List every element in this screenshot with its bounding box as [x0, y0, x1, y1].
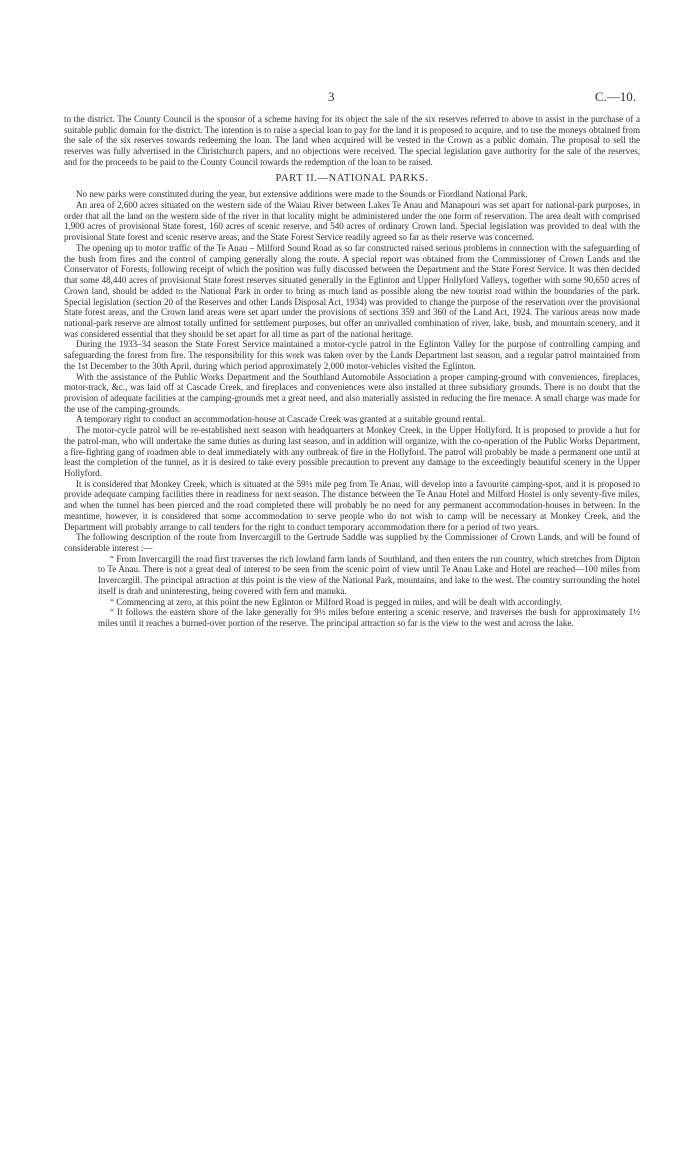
- quote-invercargill: “ From Invercargill the road first traverses the rich lowland farm lands of Southland, and then enters the run country, which stretches from Dipton to Te Anau. There is not a great deal of interest to be seen from the scenic point of view until Te Anau Lake and Hotel are reached—100 miles from Invercargill. The principal attraction at this point is the view of the National Park, mountains, and lake to the west. The country surrounding the hotel itself is drab and uninteresting, being covered with fern and manuka.: [98, 553, 640, 596]
- paragraph-new-parks: No new parks were constituted during the year, but extensive additions were made to the Sounds or Fiordland National Park.: [76, 189, 528, 200]
- paragraph-waiau-area: An area of 2,600 acres situated on the western side of the Waiau River between Lakes Te Anau and Manapouri was set apart for national-park purposes, in order that all the land on the western side of the river in that locality might be administered under the one form of reservation. The area dealt with comprised 1,900 acres of provisional State forest, 160 acres of scenic reserve, and 540 acres of ordinary Crown land. Special legislation was provided to deal with the provisional State forest and scenic reserve areas, and the State Forest Service readily agreed so far as their reserve was concerned.: [64, 200, 640, 243]
- paragraph-monkey-creek: It is considered that Monkey Creek, which is situated at the 59½ mile peg from Te Anau, will develop into a favourite camping-spot, and it is proposed to provide adequate camping facilities there in readiness for next season. The distance between the Te Anau Hotel and Milford Hostel is only seventy-five miles, and when the tunnel has been pierced and the road completed there will probably be no need for any permanent accommodation-houses in between. In the meantime, however, it is considered that some accommodation to serve people who do not wish to camp will be necessary at Monkey Creek, and the Department will probably arrange to call tenders for the right to conduct temporary accommodation there for a period of two years.: [64, 478, 640, 532]
- route-quote: [64, 554, 640, 629]
- paragraph-accommodation: A temporary right to conduct an accommodation-house at Cascade Creek was granted at a suitable ground rental.: [76, 414, 486, 425]
- quote-zero-peg: “ Commencing at zero, at this point the new Eglinton or Milford Road is pegged in miles, and will be dealt with accordingly.: [110, 596, 562, 607]
- intro-paragraph: to the district. The County Council is the sponsor of a scheme having for its object the sale of the six reserves referred to above to assist in the purchase of a suitable public domain for the district. The intention is to raise a special loan to pay for the land it is proposed to acquire, and to use the moneys obtained from the sale of the six reserves towards redeeming the loan. The land when acquired will be vested in the Crown as a public domain. The proposal to sell the reserves was fully advertised in the Christchurch papers, and no objections were received. The special legislation gave authority for the sale of the reserves, and for the proceeds to be paid to the County Council towards the redemption of the loan to be raised.: [64, 114, 640, 167]
- page-header: [64, 89, 640, 114]
- document-code: C.—10.: [594, 89, 636, 104]
- paragraph-route-description: The following description of the route from Invercargill to the Gertrude Saddle was supplied by the Commissioner of Crown Lands, and will be found of considerable interest :—: [64, 532, 640, 554]
- paragraph-milford-road: The opening up to motor traffic of the Te Anau – Milford Sound Road as so far constructed raised serious problems in connection with the safeguarding of the bush from fires and the control of camping generally along the route. A special report was obtained from the Commissioner of Crown Lands and the Conservator of Forests, following receipt of which the position was fully discussed between the Department and the State Forest Service. It was then decided that some 48,440 acres of provisional State forest reserves situated generally in the Eglinton and Upper Hollyford Valleys, together with some 90,650 acres of Crown land, should be added to the National Park in order to bring as much land as possible along the new tourist road within the boundaries of the park. Special legislation (section 20 of the Reserves and other Lands Disposal Act, 1934) was provided to change the purpose of the reservation over the provisional State forest areas, and the Crown land areas were set apart under the provisions of sections 359 and 360 of the Land Act, 1924. The various areas now made national-park reserve are almost totally unfitted for settlement purposes, but offer an unrivalled combination of river, lake, bush, and mountain scenery, and it was considered essential that they should be set apart for all time as part of the national heritage.: [64, 242, 640, 339]
- page-number: 3: [328, 89, 335, 104]
- quote-eastern-shore: “ It follows the eastern shore of the lake generally for 9½ miles before entering a scenic reserve, and traverses the bush for approximately 1½ miles until it reaches a burned-over portion of the reserve. The principal attraction so far is the view to the west and across the lake.: [98, 607, 640, 629]
- paragraph-camping-ground: With the assistance of the Public Works Department and the Southland Automobile Association a proper camping-ground with conveniences, fireplaces, motor-track, &c., was laid off at Cascade Creek, and fireplaces and conveniences were also installed at three subsidiary grounds. There is no doubt that the provision of adequate facilities at the camping-grounds met a great need, and also materially assisted in reducing the fire menace. A small charge was made for the use of the camping-grounds.: [64, 371, 640, 414]
- section-heading: PART II.—NATIONAL PARKS.: [275, 172, 429, 184]
- document-page: [64, 89, 640, 629]
- paragraph-patrol-next-season: The motor-cycle patrol will be re-established next season with headquarters at Monkey Creek, in the Upper Hollyford. It is proposed to provide a hut for the patrol-man, who will undertake the same duties as during last season, and in addition will organize, with the co-operation of the Public Works Department, a fire-fighting gang of roadmen able to deal immediately with any outbreak of fire in the Hollyford. The patrol will probably be made a permanent one until at least the completion of the tunnel, as it is desired to take every possible precaution to prevent any damage to the exceedingly beautiful scenery in the Upper Hollyford.: [64, 425, 640, 478]
- paragraph-motor-patrol: During the 1933–34 season the State Forest Service maintained a motor-cycle patrol in the Eglinton Valley for the purpose of controlling camping and safeguarding the forest from fire. The responsibility for this work was taken over by the Lands Department last season, and a regular patrol maintained from the 1st December to the 30th April, during which period approximately 2,000 motor-vehicles visited the Eglinton.: [64, 339, 640, 371]
